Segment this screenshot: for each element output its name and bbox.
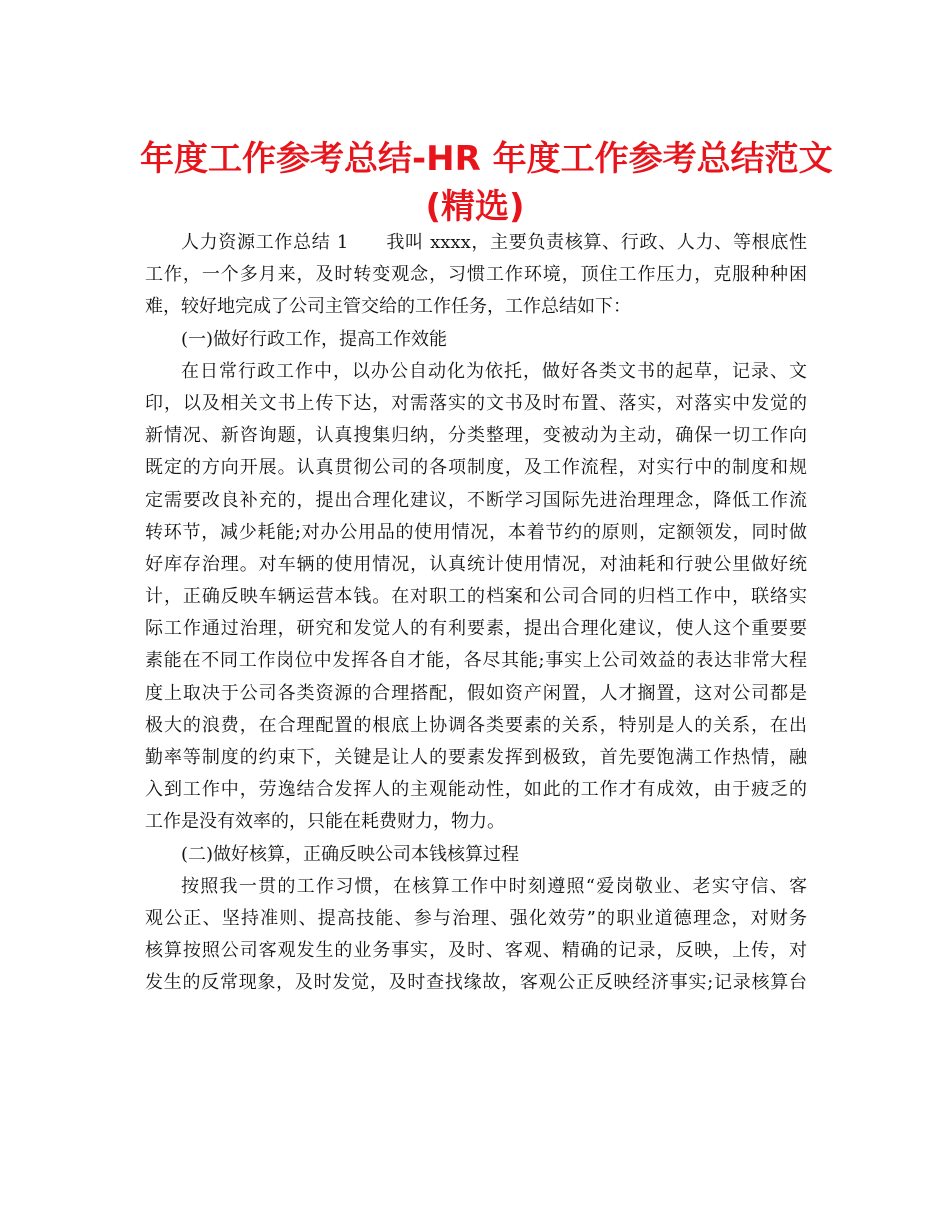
paragraph-line: 核算按照公司客观发生的业务事实，及时、客观、精确的记录，反映，上传，对 xyxy=(145,940,807,962)
paragraph-line: 勤率等制度的约束下，关键是让人的要素发挥到极致，首先要饱满工作热情，融 xyxy=(145,747,807,768)
document-title-continuation: (精选) xyxy=(425,187,525,227)
paragraph-line: 难，较好地完成了公司主管交给的工作任务，工作总结如下： xyxy=(145,296,631,318)
paragraph-line: 素能在不同工作岗位中发挥各自才能，各尽其能;事实上公司效益的表达非常大程 xyxy=(145,650,807,672)
paragraph-line: 极大的浪费，在合理配置的根底上协调各类要素的关系，特别是人的关系，在出 xyxy=(145,714,807,736)
paragraph-line: 新情况、新咨询题，认真搜集归纳，分类整理，变被动为主动，确保一切工作向 xyxy=(145,425,807,447)
paragraph-line: 定需要改良补充的，提出合理化建议，不断学习国际先进治理理念，降低工作流 xyxy=(145,489,807,511)
paragraph-line: 转环节，减少耗能;对办公用品的使用情况，本着节约的原则，定额领发，同时做 xyxy=(145,521,807,543)
paragraph-line: 发生的反常现象，及时发觉，及时查找缘故，客观公正反映经济事实;记录核算台 xyxy=(145,972,807,994)
section-heading: (一)做好行政工作，提高工作效能 xyxy=(181,328,448,350)
paragraph-line: 际工作通过治理，研究和发觉人的有利要素，提出合理化建议，使人这个重要要 xyxy=(145,618,807,640)
section-heading: (二)做好核算，正确反映公司本钱核算过程 xyxy=(181,843,520,865)
paragraph-line: 按照我一贯的工作习惯，在核算工作中时刻遵照“爱岗敬业、老实守信、客 xyxy=(181,875,807,897)
paragraph-line: 工作，一个多月来，及时转变观念，习惯工作环境，顶住工作压力，克服种种困 xyxy=(145,264,807,286)
paragraph-line: 在日常行政工作中，以办公自动化为依托，做好各类文书的起草，记录、文 xyxy=(181,360,807,382)
paragraph-line: 既定的方向开展。认真贯彻公司的各项制度，及工作流程，对实行中的制度和规 xyxy=(145,457,807,479)
document-body xyxy=(145,227,807,1000)
paragraph-line: 入到工作中，劳逸结合发挥人的主观能动性，如此的工作才有成效，由于疲乏的 xyxy=(145,779,807,801)
paragraph-line: 好库存治理。对车辆的使用情况，认真统计使用情况，对油耗和行驶公里做好统 xyxy=(145,553,807,575)
paragraph-line: 度上取决于公司各类资源的合理搭配，假如资产闲置，人才搁置，这对公司都是 xyxy=(145,682,807,704)
paragraph-line: 工作是没有效率的，只能在耗费财力，物力。 xyxy=(145,811,505,833)
paragraph-line: 计，正确反映车辆运营本钱。在对职工的档案和公司合同的归档工作中，联络实 xyxy=(145,586,807,608)
document-title: 年度工作参考总结-HR 年度工作参考总结范文 xyxy=(140,139,833,179)
paragraph-line: 人力资源工作总结 1 我叫 xxxx，主要负责核算、行政、人力、等根底性 xyxy=(181,232,807,253)
paragraph-line: 印，以及相关文书上传下达，对需落实的文书及时布置、落实，对落实中发觉的 xyxy=(145,392,807,414)
paragraph-line: 观公正、坚持准则、提高技能、参与治理、强化效劳”的职业道德理念，对财务 xyxy=(145,907,807,929)
